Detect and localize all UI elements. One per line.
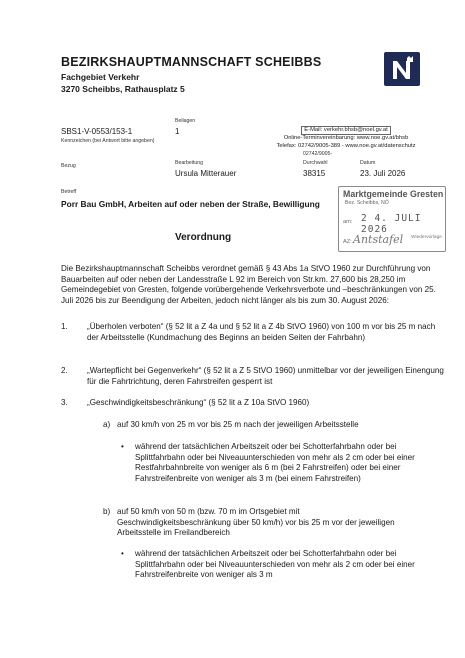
betreff-label: Betreff xyxy=(61,189,77,195)
bullet-text: während der tatsächlichen Arbeitszeit oder bei Schotterfahrbahn oder bei Splittfahrbahn oder bei Niveauunterschieden von mehr als 2 cm oder bei einer Fahrstreifenbreite von weniger als 3 m xyxy=(135,549,415,580)
authority-name: BEZIRKSHAUPTMANNSCHAFT SCHEIBBS xyxy=(61,55,322,69)
item-text: „Überholen verboten“ (§ 52 lit a Z 4a und § 52 lit a Z 4b StVO 1960) von 100 m vor bis 25 m nach der Arbeitsstelle (Kundmachung des Beginns an beiden Seiten der Fahrbahn) xyxy=(87,322,436,342)
sub-label: a) xyxy=(103,420,111,429)
bullet-text: während der tatsächlichen Arbeitszeit oder bei Schotterfahrbahn oder bei Splittfahrbahn oder bei Niveauunterschieden von mehr als 2 cm oder bei einer Restfahrbahnbreite von weniger als 6 m (bei 2 Fahrstreifen) oder bei einer Fahrstreifenbreite von weniger als 3 m (bei einem Fahrstreifen) xyxy=(135,442,415,483)
datum-value: 23. Juli 2026 xyxy=(360,169,406,178)
item-number: 2. xyxy=(61,366,68,375)
stamp-am-label: am: xyxy=(343,219,353,225)
sub-text: auf 30 km/h von 25 m vor bis 25 m nach der jeweiligen Arbeitsstelle xyxy=(117,420,359,429)
bullet-icon: • xyxy=(121,549,124,558)
noe-logo xyxy=(384,52,420,86)
sub-item-b xyxy=(103,507,403,539)
stamp-sub: Bez. Scheibbs, NÖ xyxy=(345,200,389,206)
contact-block xyxy=(246,126,446,150)
bullet-item xyxy=(121,549,421,581)
bullet-icon: • xyxy=(121,442,124,451)
sub-label: b) xyxy=(103,507,111,516)
kennzeichen-value: SBS1-V-0553/153-1 xyxy=(61,127,133,136)
betreff-text: Porr Bau GmbH, Arbeiten auf oder neben der Straße, Bewilligung xyxy=(61,199,320,209)
durchwahl-label: Durchwahl xyxy=(303,160,328,166)
noe-logo-icon xyxy=(388,55,416,83)
stamp-heading: Marktgemeinde Gresten xyxy=(343,189,444,199)
online-appointment[interactable]: Online-Terminvereinbarung: www.noe.gv.at/bhsb xyxy=(283,135,409,142)
item-text: „Geschwindigkeitsbeschränkung“ (§ 52 lit a Z 10a StVO 1960) xyxy=(87,398,310,407)
datum-label: Datum xyxy=(360,160,376,166)
list-item xyxy=(61,322,447,343)
stamp-az-label: AZ: xyxy=(343,239,352,245)
department: Fachgebiet Verkehr xyxy=(61,72,140,82)
email-link[interactable]: E-Mail: verkehr.bhsb@noel.gv.at xyxy=(301,126,390,135)
beilagen-label: Beilagen xyxy=(175,118,196,124)
kennzeichen-label: Kennzeichen (bei Antwort bitte angeben) xyxy=(61,138,155,144)
item-text: „Wartepflicht bei Gegenverkehr“ (§ 52 lit a Z 5 StVO 1960) unmittelbar vor der jeweiligen Einengung für die Fahrtrichtung, deren Fahrstreifen gesperrt ist xyxy=(87,366,444,386)
address: 3270 Scheibbs, Rathausplatz 5 xyxy=(61,84,185,94)
durchwahl-value: 38315 xyxy=(303,169,326,178)
bearbeitung-value: Ursula Mitterauer xyxy=(175,169,237,178)
stamp-note: Wiedervorlage xyxy=(411,235,442,240)
sub-text: auf 50 km/h von 50 m (bzw. 70 m im Ortsgebiet mit Geschwindigkeitsbeschränkung über 50 km/h) vor bis 25 m vor der jeweiligen Arbeitsstelle im Freilandbereich xyxy=(117,507,395,538)
beilagen-value: 1 xyxy=(175,127,180,136)
stamp-signature: Antstafel xyxy=(353,233,404,246)
phone-prefix: 02742/9005- xyxy=(303,151,333,157)
bullet-item xyxy=(121,442,421,484)
stamp-date: 2 4. JULI 2026 xyxy=(361,213,422,235)
list-item xyxy=(61,366,447,387)
item-number: 1. xyxy=(61,322,68,331)
intro-paragraph: Die Bezirkshauptmannschaft Scheibbs verordnet gemäß § 43 Abs 1a StVO 1960 zur Durchführung von Bauarbeiten auf oder neben der Landesstraße L 92 im Bereich von Str.km. 27,600 bis 28,250 im Gemeindegebiet von Gresten, folgende vorübergehende Verkehrsverbote und –beschränkungen von 25. Juli 2026 bis zur Beendigung der Arbeiten, jedoch nicht länger als bis zum 30. August 2026: xyxy=(61,264,436,305)
list-item xyxy=(61,398,447,409)
telefax-line: Telefax: 02742/9005-389 - www.noe.gv.at/datenschutz xyxy=(276,142,416,149)
bearbeitung-label: Bearbeitung xyxy=(175,160,203,166)
item-number: 3. xyxy=(61,398,68,407)
bezug-label: Bezug xyxy=(61,163,76,169)
sub-item-a xyxy=(103,420,447,431)
document-title: Verordnung xyxy=(175,232,232,243)
receipt-stamp xyxy=(338,186,446,252)
